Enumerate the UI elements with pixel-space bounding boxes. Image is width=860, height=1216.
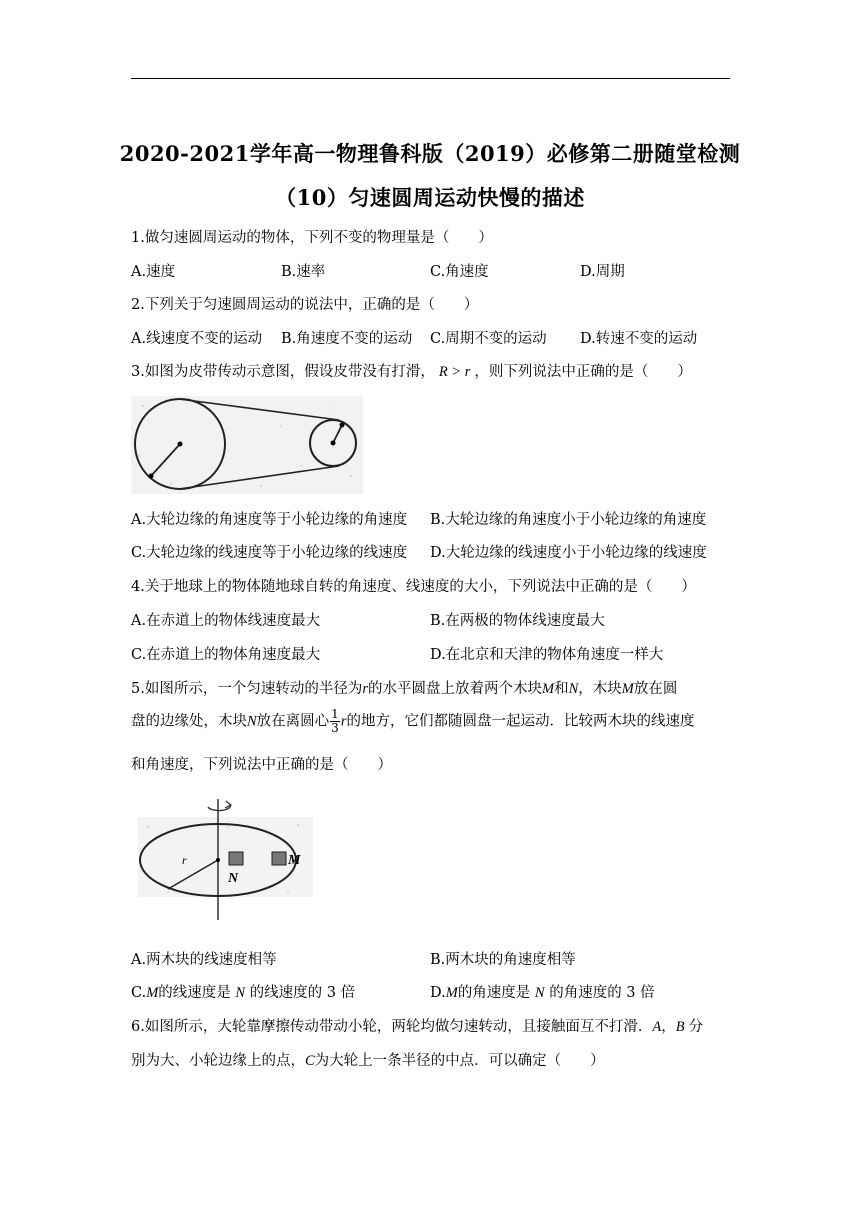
q2-option-c[interactable]: C.周期不变的运动 xyxy=(430,331,547,347)
option-var: N xyxy=(235,985,246,1001)
q4-stem: 4.关于地球上的物体随地球自转的角速度、线速度的大小，下列说法中正确的是（ ） xyxy=(131,579,696,595)
q3-inequality: R > r xyxy=(438,364,471,380)
q5-text: 和 xyxy=(554,681,569,697)
q2-option-a[interactable]: A.线速度不变的运动 xyxy=(131,331,263,347)
page-subtitle: （10）匀速圆周运动快慢的描述 xyxy=(275,185,585,210)
q6-var-b: B xyxy=(675,1019,685,1035)
q6-text: ， xyxy=(661,1019,676,1035)
q3-stem-tail: ，则下列说法中正确的是（ ） xyxy=(474,364,692,380)
fraction-denominator: 3 xyxy=(331,721,339,735)
option-var: M xyxy=(445,985,458,1001)
q5-text: ，木块 xyxy=(578,681,622,697)
q3-option-c[interactable]: C.大轮边缘的线速度等于小轮边缘的线速度 xyxy=(131,545,408,561)
page-title: 2020-2021学年高一物理鲁科版（2019）必修第二册随堂检测 xyxy=(119,141,741,166)
disk-radius-label: r xyxy=(182,853,187,867)
option-text: 两木块的线速度相等 xyxy=(146,952,277,968)
q2-stem: 2.下列关于匀速圆周运动的说法中，正确的是（ ） xyxy=(131,297,479,313)
q5-var-n: N xyxy=(568,681,579,697)
option-text: 的线速度是 xyxy=(158,985,231,1001)
q5-option-c[interactable] xyxy=(131,981,355,1002)
q5-var-r: r xyxy=(340,713,347,730)
q5-text: 的地方，它们都随圆盘一起运动．比较两木块的线速度 xyxy=(346,713,695,730)
option-text: 的线速度的 3 倍 xyxy=(249,985,356,1001)
q4-option-c[interactable]: C.在赤道上的物体角速度最大 xyxy=(131,647,321,663)
q4-option-d[interactable]: D.在北京和天津的物体角速度一样大 xyxy=(430,647,664,663)
q1-option-c[interactable]: C.角速度 xyxy=(430,264,489,280)
q5-text: 放在离圆心 xyxy=(256,713,330,730)
q3-option-a[interactable]: A.大轮边缘的角速度等于小轮边缘的角速度 xyxy=(131,512,408,528)
q5-stem-line3: 和角速度，下列说法中正确的是（ ） xyxy=(131,757,392,773)
q5-stem-line1 xyxy=(131,677,677,698)
q5-text: 盘的边缘处，木块 xyxy=(131,713,247,730)
q5-option-d[interactable] xyxy=(430,981,655,1002)
q6-var-c: C xyxy=(305,1053,315,1069)
q5-fraction xyxy=(330,708,340,735)
q3-option-b[interactable]: B.大轮边缘的角速度小于小轮边缘的角速度 xyxy=(430,512,707,528)
q5-text: 放在圆 xyxy=(633,681,678,697)
q3-stem-text: 3.如图为皮带传动示意图，假设皮带没有打滑， xyxy=(131,364,435,380)
option-text: 的角速度的 3 倍 xyxy=(549,985,655,1001)
q5-var-m: M xyxy=(621,681,634,697)
q5-text: 5.如图所示，一个匀速转动的半径为 xyxy=(131,681,363,697)
belt-drive-figure xyxy=(131,396,363,494)
q3-option-d[interactable]: D.大轮边缘的线速度小于小轮边缘的线速度 xyxy=(430,545,707,561)
q6-text: 为大轮上一条半径的中点．可以确定（ ） xyxy=(314,1053,605,1069)
q5-option-a[interactable] xyxy=(131,948,277,969)
q6-text: 别为大、小轮边缘上的点， xyxy=(131,1053,305,1069)
q5-option-b[interactable] xyxy=(430,948,576,969)
option-prefix: C. xyxy=(131,985,147,1001)
rotating-disk-figure xyxy=(138,797,313,920)
q6-stem-line2 xyxy=(131,1049,605,1070)
option-var: M xyxy=(146,985,159,1001)
header-rule xyxy=(131,78,730,79)
q4-option-b[interactable]: B.在两极的物体线速度最大 xyxy=(430,613,605,629)
q3-stem xyxy=(131,360,692,381)
q4-option-a[interactable]: A.在赤道上的物体线速度最大 xyxy=(131,613,321,629)
q1-stem: 1.做匀速圆周运动的物体，下列不变的物理量是（ ） xyxy=(131,230,493,246)
q6-stem-line1 xyxy=(131,1015,703,1036)
q6-text: 分 xyxy=(688,1019,704,1035)
q5-var-r: r xyxy=(362,681,368,697)
q5-stem-line2 xyxy=(131,708,694,735)
q6-text: 6.如图所示，大轮靠摩擦传动带动小轮，两轮均做匀速转动，且接触面互不打滑． xyxy=(131,1019,653,1035)
q1-option-b[interactable]: B.速率 xyxy=(281,264,326,280)
q5-var-m: M xyxy=(542,681,555,697)
fraction-numerator: 1 xyxy=(331,707,339,721)
option-prefix: A. xyxy=(131,952,147,968)
q6-var-a: A xyxy=(652,1019,662,1035)
option-var: N xyxy=(534,985,545,1001)
option-prefix: B. xyxy=(430,952,446,968)
block-m-label: M xyxy=(288,853,301,868)
q5-var-n: N xyxy=(247,713,257,730)
option-prefix: D. xyxy=(430,985,446,1001)
q1-option-a[interactable]: A.速度 xyxy=(131,264,176,280)
q1-option-d[interactable]: D.周期 xyxy=(580,264,625,280)
q2-option-b[interactable]: B.角速度不变的运动 xyxy=(281,331,413,347)
q5-text: 的水平圆盘上放着两个木块 xyxy=(368,681,542,697)
option-text: 的角速度是 xyxy=(457,985,531,1001)
block-n-label: N xyxy=(228,871,239,886)
q2-option-d[interactable]: D.转速不变的运动 xyxy=(580,331,698,347)
option-text: 两木块的角速度相等 xyxy=(445,952,576,968)
